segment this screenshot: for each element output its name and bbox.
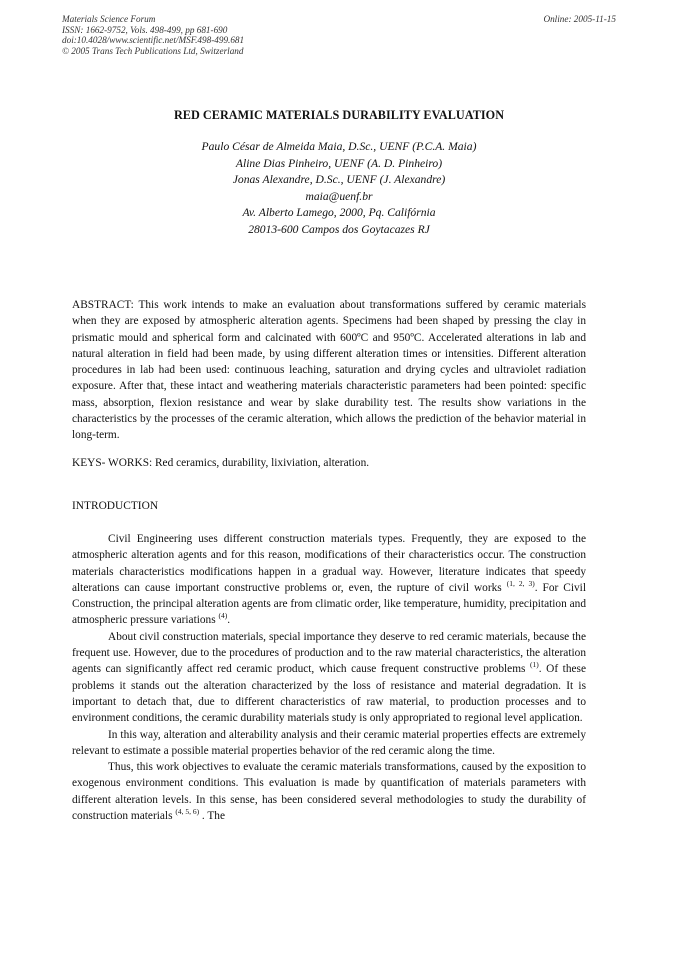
- section-heading-introduction: INTRODUCTION: [72, 500, 159, 512]
- intro-text: About civil construction materials, special importance they deserve to red ceramic materials, because the frequent use. However, due to the procedures of production and to the raw material characteristics, the alteration agents can significantly affect red ceramic product, which cause frequent constructive problems: [72, 630, 586, 676]
- citation: (4, 5, 6): [175, 807, 200, 817]
- author-block: [0, 139, 678, 238]
- intro-text: . Of these problems it stands out the alteration characterized by the loss of resistance and material degradation. It is important to detach that, due to different characteristics of raw material, to production processes and to environment conditions, the ceramic durability materials study is only appropriated to regional level application.: [72, 663, 586, 725]
- author-email: maia@uenf.br: [305, 189, 373, 203]
- journal-copyright: © 2005 Trans Tech Publications Ltd, Switzerland: [62, 45, 244, 56]
- intro-text: . For Civil Construction, the principal alteration agents are from climatic order, like temperature, humidity, precipitation and atmospheric pressure variations: [72, 581, 586, 627]
- intro-paragraph: In this way, alteration and alterability analysis and their ceramic material properties effects are extremely relevant to estimate a possible material properties behavior of the red ceramic along the time.: [72, 728, 586, 757]
- paper-title: RED CERAMIC MATERIALS DURABILITY EVALUATION: [173, 108, 505, 122]
- online-date: Online: 2005-11-15: [543, 14, 616, 24]
- journal-name: Materials Science Forum: [62, 14, 156, 24]
- author-line: Paulo César de Almeida Maia, D.Sc., UENF (P.C.A. Maia): [201, 140, 477, 153]
- journal-header: [62, 14, 244, 56]
- author-line: Jonas Alexandre, D.Sc., UENF (J. Alexandre): [232, 173, 446, 186]
- intro-paragraph: [72, 759, 586, 824]
- intro-text: Civil Engineering uses different construction materials types. Frequently, they are exposed to the atmospheric alteration agents and for this reason, modifications of their characteristics occur. The construction materials characteristics modifications happen in a gradual way. However, literature indicates that speedy alterations can cause important constructive problems or, even, the rupture of civil works: [72, 533, 586, 594]
- author-line: Aline Dias Pinheiro, UENF (A. D. Pinheiro): [235, 156, 443, 170]
- citation: (4): [218, 611, 228, 621]
- citation: (1, 2, 3): [506, 578, 535, 588]
- abstract-text: ABSTRACT: This work intends to make an evaluation about transformations suffered by ceramic materials when they are exposed by atmospheric alteration agents. Specimens had been shaped by pressing the clay in prismatic mould and spherical form and calcinated with 600ºC and 950ºC. Accelerated alterations in lab and natural alteration in field had been made, by using different alteration times or intensities. Different alteration procedures in lab had been used: continuous leaching, saturation and drying cycles and ultraviolet radiation exposure. After that, these intact and weathering materials characteristic parameters had been pointed: specific mass, absorption, flexion resistance and wear by slake durability test. The results show variations in the characteristics by the processes of the ceramic alteration, which allows the prediction of the behavior material in long-term.: [72, 299, 586, 442]
- journal-doi: doi:10.4028/www.scientific.net/MSF.498-499.681: [62, 35, 245, 46]
- journal-issn: ISSN: 1662-9752, Vols. 498-499, pp 681-690: [62, 24, 228, 35]
- intro-text: . The: [199, 810, 226, 823]
- intro-text: Thus, this work objectives to evaluate the ceramic materials transformations, caused by the exposition to exogenous environment conditions. This evaluation is made by quantification of materials parameters with different alteration levels. In this sense, has been considered several methodologies to study the durability of construction materials: [72, 761, 586, 823]
- abstract: [72, 297, 586, 444]
- introduction-body: [72, 531, 586, 824]
- keywords: KEYS- WORKS: Red ceramics, durability, lixiviation, alteration.: [72, 457, 370, 469]
- author-city: 28013-600 Campos dos Goytacazes RJ: [248, 222, 430, 236]
- author-address: Av. Alberto Lamego, 2000, Pq. Califórnia: [242, 206, 436, 219]
- intro-text: .: [227, 614, 231, 627]
- intro-paragraph: [72, 629, 586, 727]
- citation: (1): [530, 660, 539, 670]
- intro-paragraph: [72, 531, 586, 629]
